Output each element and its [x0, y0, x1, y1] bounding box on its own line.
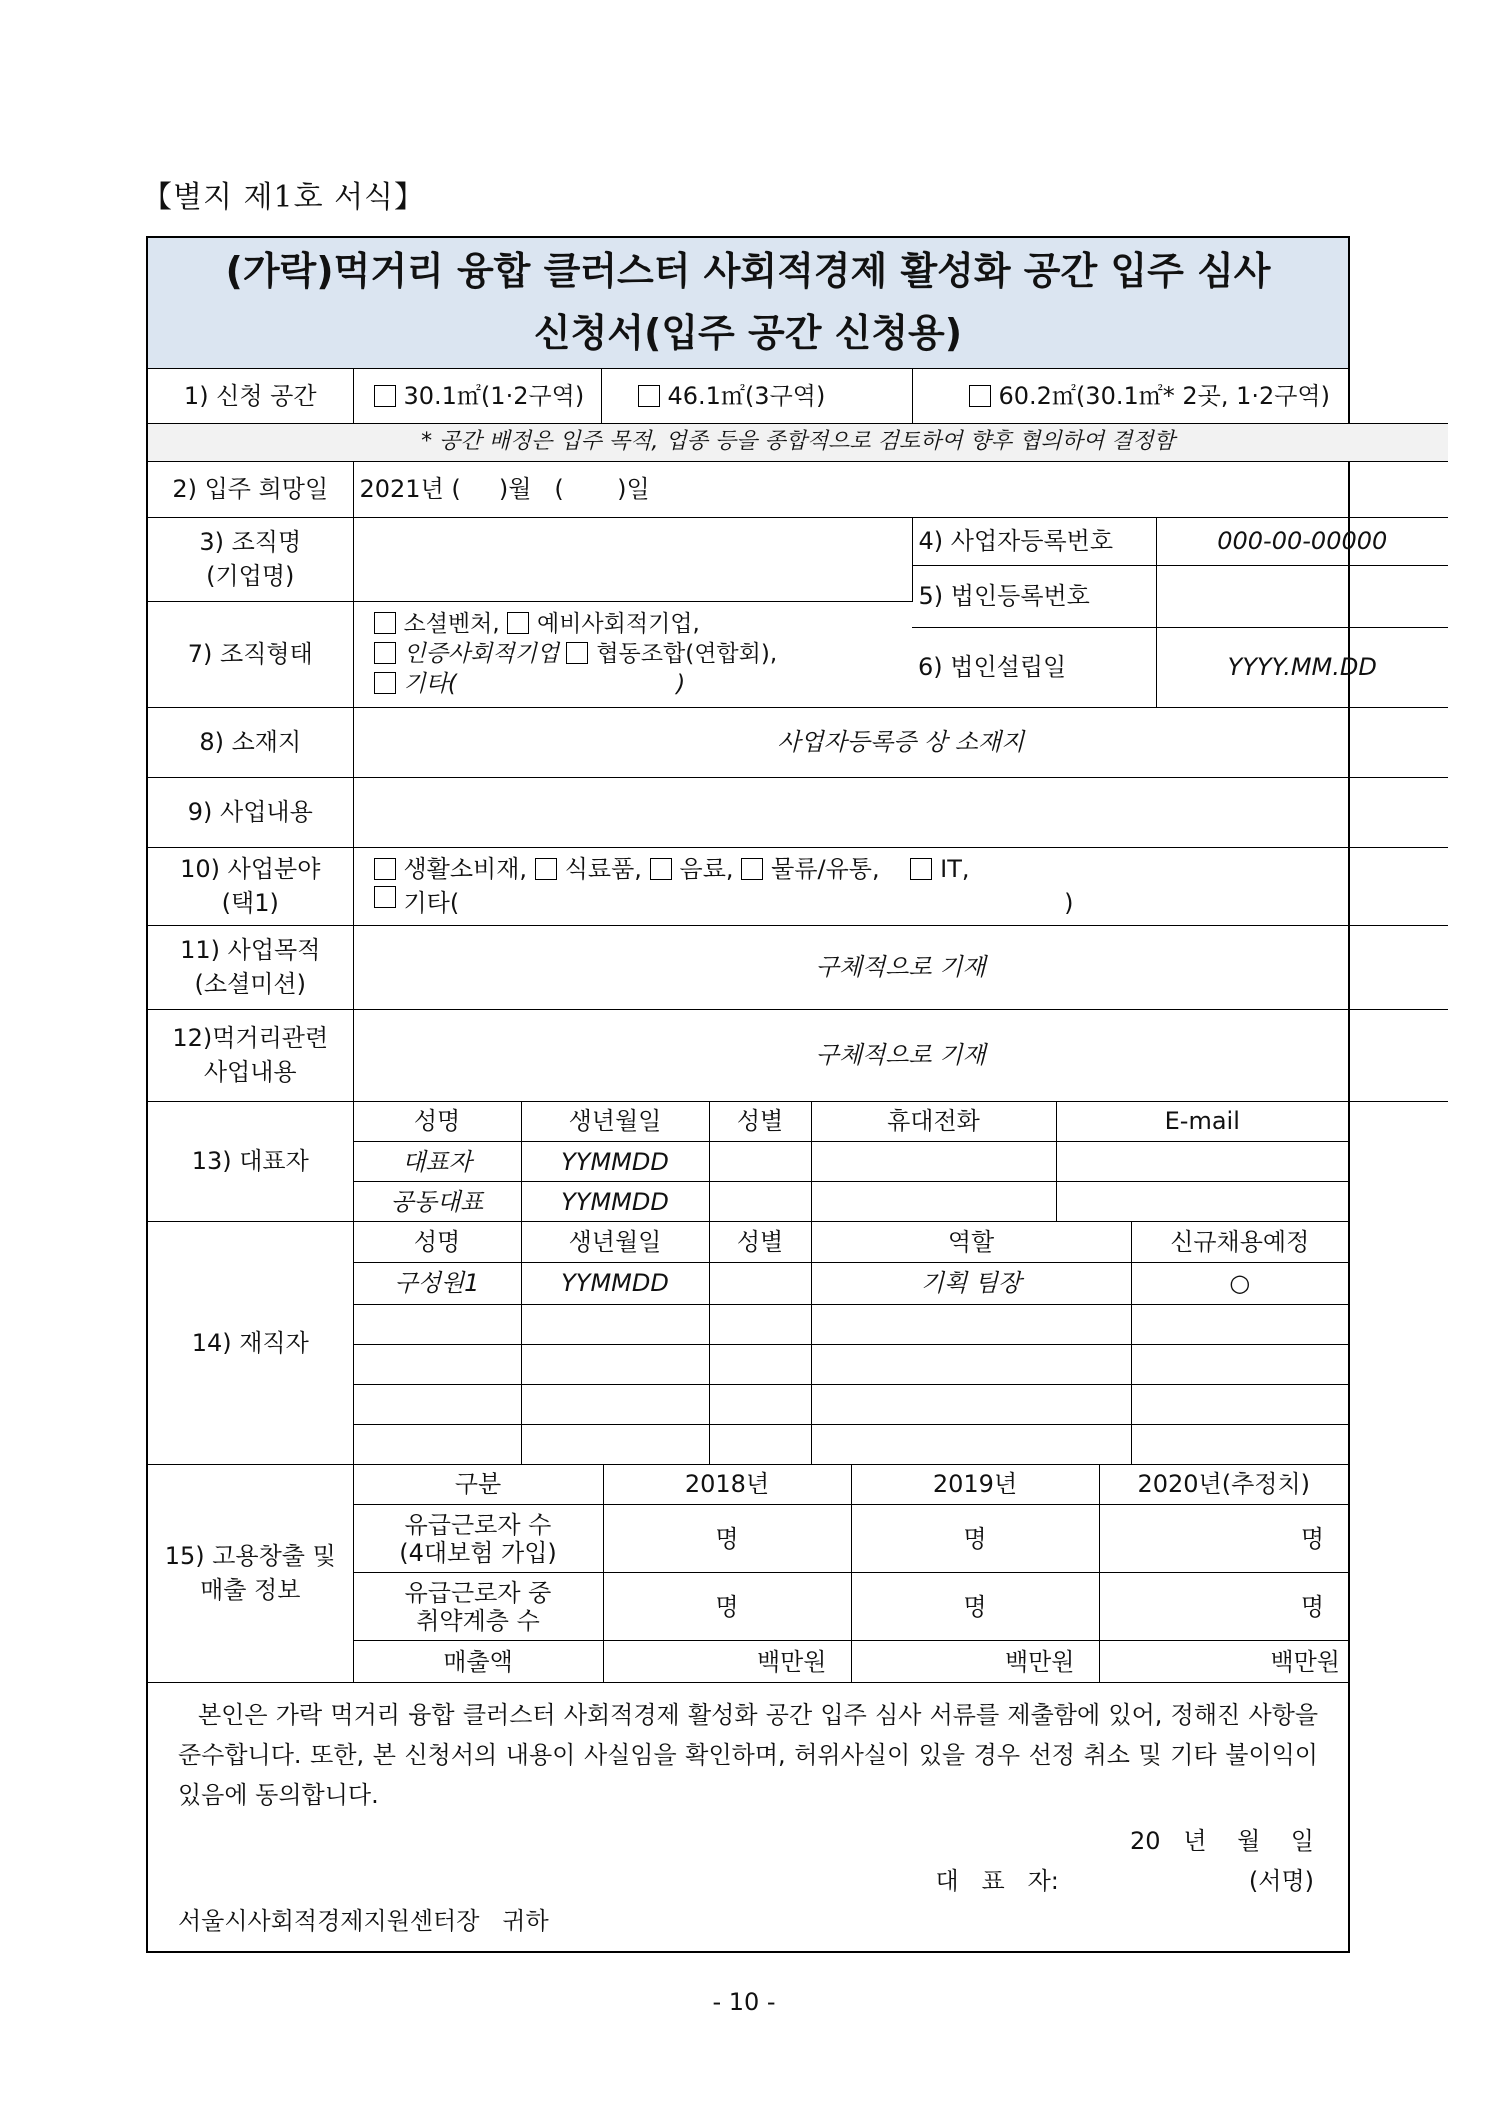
rep-cell[interactable] [811, 1142, 1056, 1182]
corp-date-label: 6) 법인설립일 [912, 627, 1156, 707]
form-title-line1: (가락)먹거리 융합 클러스터 사회적경제 활성화 공간 입주 심사 [225, 249, 1271, 293]
space-option-1[interactable]: 30.1㎡(1·2구역) [353, 369, 601, 423]
checkbox[interactable] [741, 858, 763, 880]
staff-cell[interactable] [1131, 1304, 1348, 1344]
checkbox[interactable] [650, 858, 672, 880]
employment-header: 2019년 [851, 1465, 1099, 1505]
location-label: 8) 소재지 [148, 707, 353, 777]
staff-cell[interactable] [1131, 1424, 1348, 1464]
location-value[interactable]: 사업자등록증 상 소재지 [353, 707, 1448, 777]
staff-header: 신규채용예정 [1131, 1222, 1348, 1262]
employment-row-label: 매출액 [353, 1641, 603, 1683]
staff-cell[interactable] [1131, 1344, 1348, 1384]
form-title [148, 238, 1348, 369]
staff-cell[interactable] [353, 1344, 521, 1384]
checkbox[interactable] [535, 858, 557, 880]
staff-cell[interactable] [811, 1304, 1131, 1344]
employment-cell[interactable]: 명 [1099, 1505, 1348, 1573]
rep-cell[interactable] [811, 1182, 1056, 1222]
staff-header: 생년월일 [521, 1222, 709, 1262]
biz-field-label: 10) 사업분야 (택1) [148, 847, 353, 925]
employment-table [148, 1465, 1348, 1684]
staff-cell[interactable] [709, 1304, 811, 1344]
space-label: 1) 신청 공간 [148, 369, 353, 423]
rep-cell[interactable] [709, 1182, 811, 1222]
checkbox[interactable] [374, 886, 396, 908]
org-name-label: 3) 조직명 (기업명) [148, 517, 353, 601]
employment-cell[interactable]: 백만원 [603, 1641, 851, 1683]
declaration-signature: 대 표 자: (서명) [935, 1867, 1314, 1895]
staff-cell[interactable] [521, 1344, 709, 1384]
rep-header: E-mail [1056, 1102, 1348, 1142]
checkbox[interactable] [910, 858, 932, 880]
employment-row-label: 유급근로자 수 (4대보험 가입) [353, 1505, 603, 1573]
employment-cell[interactable]: 명 [603, 1505, 851, 1573]
staff-cell[interactable]: ○ [1131, 1262, 1348, 1304]
staff-cell[interactable] [521, 1384, 709, 1424]
biz-purpose-value[interactable]: 구체적으로 기재 [353, 925, 1448, 1009]
biz-content-label: 9) 사업내용 [148, 777, 353, 847]
staff-cell[interactable] [811, 1344, 1131, 1384]
staff-cell[interactable] [709, 1262, 811, 1304]
staff-cell[interactable] [521, 1304, 709, 1344]
org-name-field[interactable] [353, 517, 912, 601]
form-number-label: 【별지 제1호 서식】 [142, 180, 426, 215]
biz-field-options: 생활소비재, 식료품, 음료, 물류/유통, IT, 기타( ) [353, 847, 1448, 925]
employment-label: 15) 고용창출 및 매출 정보 [148, 1465, 353, 1683]
staff-cell[interactable] [1131, 1384, 1348, 1424]
staff-cell[interactable]: YYMMDD [521, 1262, 709, 1304]
food-biz-label: 12)먹거리관련 사업내용 [148, 1009, 353, 1101]
checkbox[interactable] [374, 385, 396, 407]
employment-cell[interactable]: 명 [851, 1573, 1099, 1641]
employment-cell[interactable]: 명 [1099, 1573, 1348, 1641]
employment-header: 구분 [353, 1465, 603, 1505]
main-info-table [148, 369, 1448, 1102]
checkbox[interactable] [374, 642, 396, 664]
biz-content-value[interactable] [353, 777, 1448, 847]
move-in-value[interactable]: 2021년 ( )월 ( )일 [353, 461, 1448, 517]
biz-reg-value[interactable]: 000-00-00000 [1156, 517, 1448, 565]
checkbox[interactable] [374, 672, 396, 694]
staff-cell[interactable] [353, 1384, 521, 1424]
rep-cell[interactable]: 공동대표 [353, 1182, 521, 1222]
rep-cell[interactable] [709, 1142, 811, 1182]
staff-cell[interactable] [709, 1344, 811, 1384]
checkbox[interactable] [566, 642, 588, 664]
staff-header: 성명 [353, 1222, 521, 1262]
rep-label: 13) 대표자 [148, 1102, 353, 1222]
staff-cell[interactable] [811, 1384, 1131, 1424]
org-type-options: 소셜벤처, 예비사회적기업, 인증사회적기업 협동조합(연합회), 기타( ) [353, 601, 912, 707]
staff-cell[interactable] [353, 1304, 521, 1344]
rep-cell[interactable]: YYMMDD [521, 1182, 709, 1222]
checkbox[interactable] [374, 858, 396, 880]
staff-cell[interactable] [709, 1384, 811, 1424]
employment-row-label: 유급근로자 중 취약계층 수 [353, 1573, 603, 1641]
rep-header: 휴대전화 [811, 1102, 1056, 1142]
staff-table [148, 1222, 1348, 1465]
rep-cell[interactable] [1056, 1182, 1348, 1222]
rep-header: 성별 [709, 1102, 811, 1142]
employment-cell[interactable]: 백만원 [851, 1641, 1099, 1683]
space-option-3[interactable]: 60.2㎡(30.1㎡* 2곳, 1·2구역) [912, 369, 1448, 423]
rep-table [148, 1102, 1348, 1223]
rep-cell[interactable] [1056, 1142, 1348, 1182]
corp-date-value[interactable]: YYYY.MM.DD [1156, 627, 1448, 707]
staff-label: 14) 재직자 [148, 1222, 353, 1464]
checkbox[interactable] [507, 612, 529, 634]
employment-header: 2020년(추정치) [1099, 1465, 1348, 1505]
addressee: 서울시사회적경제지원센터장 귀하 [178, 1907, 549, 1935]
declaration-date: 20 년 월 일 [1129, 1827, 1314, 1855]
declaration-text: 본인은 가락 먹거리 융합 클러스터 사회적경제 활성화 공간 입주 심사 서류를 제출함에 있어, 정해진 사항을 준수합니다. 또한, 본 신청서의 내용이 사실임을 확인하며, 허위사실이 있을 경우 선정 취소 및 기타 불이익이 있음에 동의합니다. [178, 1701, 1318, 1809]
space-option-2[interactable]: 46.1㎡(3구역) [601, 369, 912, 423]
staff-header: 성별 [709, 1222, 811, 1262]
checkbox[interactable] [374, 612, 396, 634]
rep-header: 성명 [353, 1102, 521, 1142]
staff-cell[interactable]: 구성원1 [353, 1262, 521, 1304]
move-in-label: 2) 입주 희망일 [148, 461, 353, 517]
staff-header: 역할 [811, 1222, 1131, 1262]
space-note: * 공간 배정은 입주 목적, 업종 등을 종합적으로 검토하여 향후 협의하여 결정함 [148, 423, 1448, 461]
page-number: - 10 - [712, 1988, 776, 2016]
food-biz-value[interactable]: 구체적으로 기재 [353, 1009, 1448, 1101]
rep-cell[interactable]: 대표자 [353, 1142, 521, 1182]
staff-cell[interactable] [709, 1424, 811, 1464]
biz-purpose-label: 11) 사업목적 (소셜미션) [148, 925, 353, 1009]
biz-reg-label: 4) 사업자등록번호 [912, 517, 1156, 565]
application-form [146, 236, 1388, 1953]
rep-header: 생년월일 [521, 1102, 709, 1142]
checkbox[interactable] [969, 385, 991, 407]
corp-reg-value[interactable] [1156, 565, 1448, 627]
rep-cell[interactable]: YYMMDD [521, 1142, 709, 1182]
declaration [148, 1683, 1348, 1951]
org-type-label: 7) 조직형태 [148, 601, 353, 707]
checkbox[interactable] [638, 385, 660, 407]
staff-cell[interactable] [521, 1424, 709, 1464]
staff-cell[interactable] [353, 1424, 521, 1464]
staff-cell[interactable]: 기획 팀장 [811, 1262, 1131, 1304]
form-title-line2: 신청서(입주 공간 신청용) [533, 311, 963, 355]
employment-cell[interactable]: 명 [851, 1505, 1099, 1573]
employment-header: 2018년 [603, 1465, 851, 1505]
employment-cell[interactable]: 명 [603, 1573, 851, 1641]
space-row [148, 369, 1448, 423]
corp-reg-label: 5) 법인등록번호 [912, 565, 1156, 627]
staff-cell[interactable] [811, 1424, 1131, 1464]
employment-cell[interactable]: 백만원 [1099, 1641, 1348, 1683]
